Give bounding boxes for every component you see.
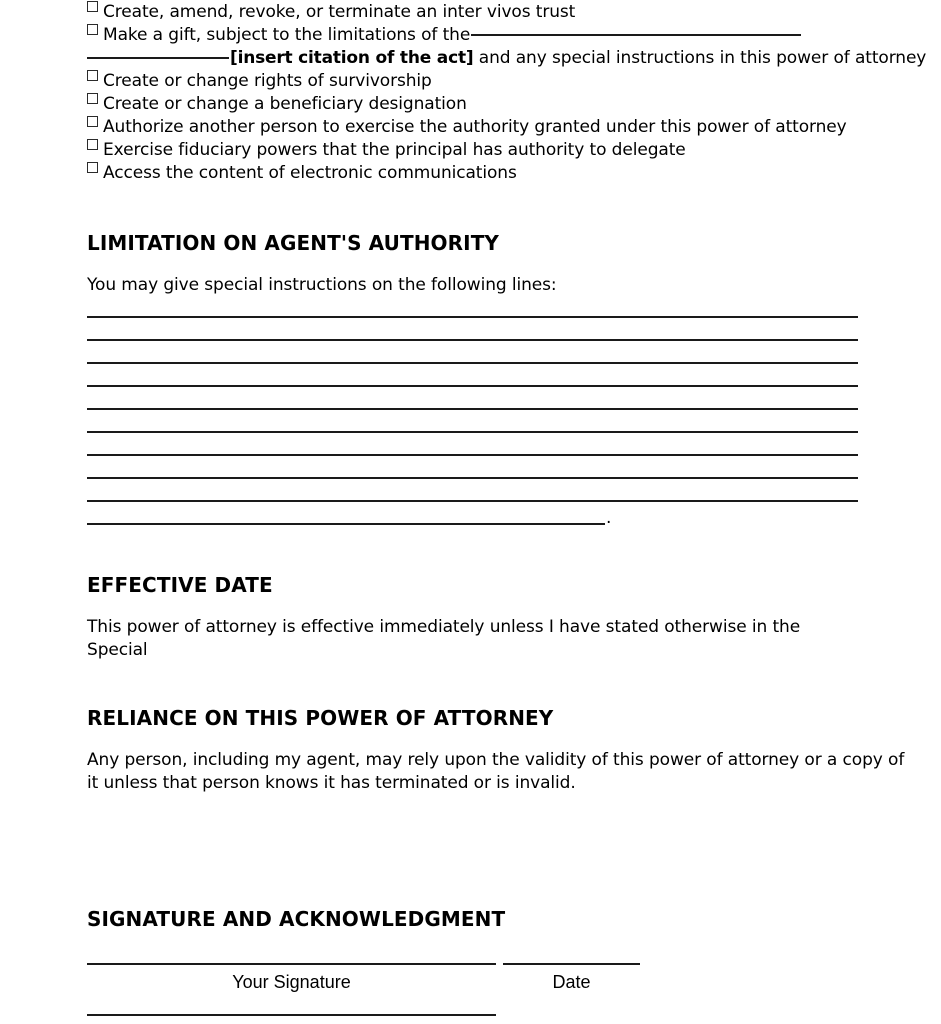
fill-in-rule[interactable] (87, 57, 229, 59)
date-line[interactable] (503, 963, 640, 965)
checklist-item-label: Create or change rights of survivorship (103, 71, 432, 91)
effective-date-body-line-2: Special (87, 640, 148, 660)
blank-write-line[interactable] (87, 431, 858, 433)
checklist-item[interactable] (87, 23, 897, 46)
checkbox-icon[interactable] (87, 116, 98, 127)
checklist-item-label: Create or change a beneficiary designation (103, 94, 467, 114)
blank-write-line[interactable] (87, 385, 858, 387)
checklist-item-continuation (86, 46, 927, 69)
reliance-body-line-1: Any person, including my agent, may rely upon the validity of this power of attorney or a copy of (87, 750, 905, 770)
blank-write-line[interactable] (87, 316, 858, 318)
citation-placeholder: [insert citation of the act] (230, 48, 474, 68)
reliance-body-line-2: it unless that person knows it has terminated or is invalid. (87, 773, 576, 793)
effective-date-body-line-1: This power of attorney is effective immediately unless I have stated otherwise in the (87, 617, 801, 637)
final-line-period: . (606, 508, 612, 528)
blank-write-line[interactable] (87, 477, 858, 479)
limitation-instruction-text: You may give special instructions on the following lines: (87, 275, 557, 295)
checkbox-icon[interactable] (87, 162, 98, 173)
checklist-item[interactable] (87, 161, 897, 184)
checkbox-icon[interactable] (87, 24, 98, 35)
signature-section-heading: SIGNATURE AND ACKNOWLEDGMENT (87, 907, 506, 931)
checklist-item-label: Authorize another person to exercise the authority granted under this power of attorney (103, 117, 847, 137)
checklist-item-trailing-text: and any special instructions in this power of attorney (473, 48, 927, 68)
checklist-item[interactable] (87, 69, 897, 92)
limitation-section-heading: LIMITATION ON AGENT'S AUTHORITY (87, 231, 500, 255)
checklist-item-label: Exercise fiduciary powers that the principal has authority to delegate (103, 140, 686, 160)
checkbox-icon[interactable] (87, 70, 98, 81)
effective-date-heading: EFFECTIVE DATE (87, 573, 273, 597)
checklist-item-label: Create, amend, revoke, or terminate an inter vivos trust (103, 2, 576, 22)
fill-in-rule[interactable] (471, 34, 801, 36)
blank-write-line[interactable] (87, 339, 858, 341)
checklist-item-label: Access the content of electronic communications (103, 163, 517, 183)
checkbox-icon[interactable] (87, 93, 98, 104)
checklist-item[interactable] (87, 115, 897, 138)
checklist-item[interactable] (87, 138, 897, 161)
signature-line-label: Your Signature (232, 972, 351, 992)
blank-write-line[interactable] (87, 408, 858, 410)
blank-write-line[interactable] (87, 500, 858, 502)
checklist-item[interactable] (87, 92, 897, 115)
checklist-item-label: Make a gift, subject to the limitations of the (103, 25, 471, 45)
reliance-section-heading: RELIANCE ON THIS POWER OF ATTORNEY (87, 706, 554, 730)
checkbox-icon[interactable] (87, 139, 98, 150)
blank-write-line[interactable] (87, 454, 858, 456)
blank-write-line[interactable] (87, 362, 858, 364)
powers-checklist (87, 0, 927, 184)
checkbox-icon[interactable] (87, 1, 98, 12)
signature-line[interactable] (87, 963, 496, 965)
date-line-label: Date (552, 972, 591, 992)
checklist-item[interactable] (87, 0, 897, 23)
blank-write-line-final[interactable] (87, 523, 605, 525)
printed-name-line[interactable] (87, 1014, 496, 1016)
